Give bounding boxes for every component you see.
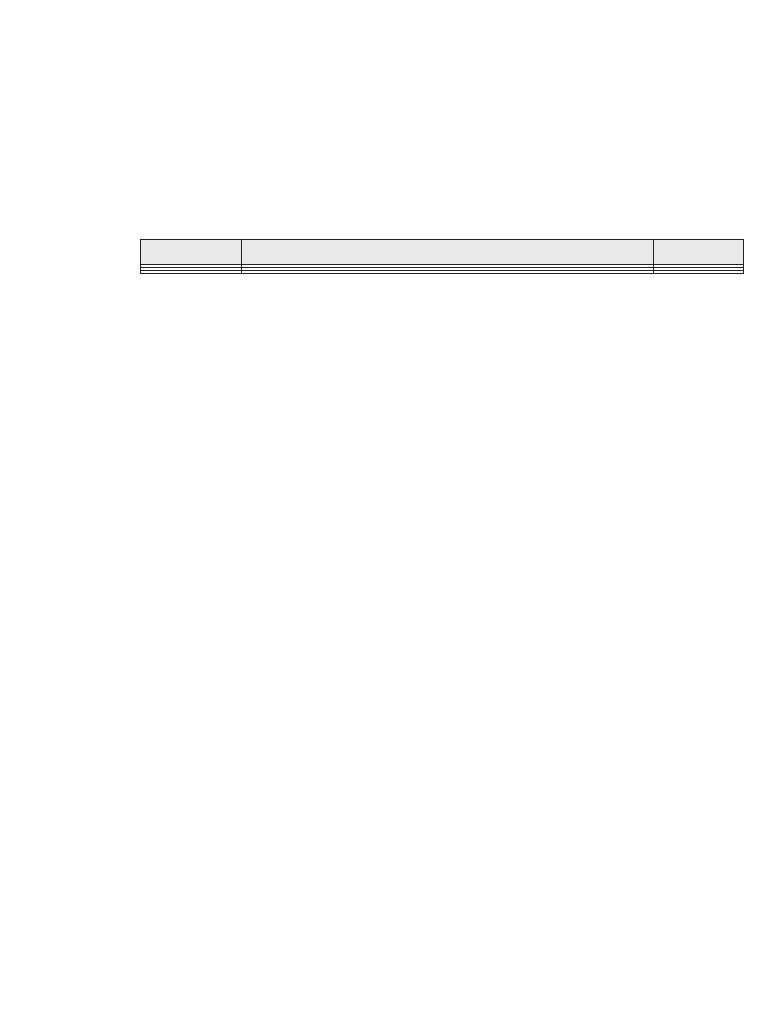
header-alokasi <box>654 240 744 265</box>
section-c-heading <box>110 828 124 840</box>
section-b-heading <box>110 222 124 237</box>
header-kegiatan <box>141 240 242 265</box>
table-header-row <box>141 240 744 265</box>
stage-penutup <box>141 271 242 274</box>
table-row-penutup <box>141 271 744 274</box>
desc-penutup <box>241 271 654 274</box>
header-deskripsi <box>241 240 654 265</box>
kegiatan-table <box>140 239 744 274</box>
section-a-heading <box>110 144 124 156</box>
alokasi-penutup <box>654 271 744 274</box>
